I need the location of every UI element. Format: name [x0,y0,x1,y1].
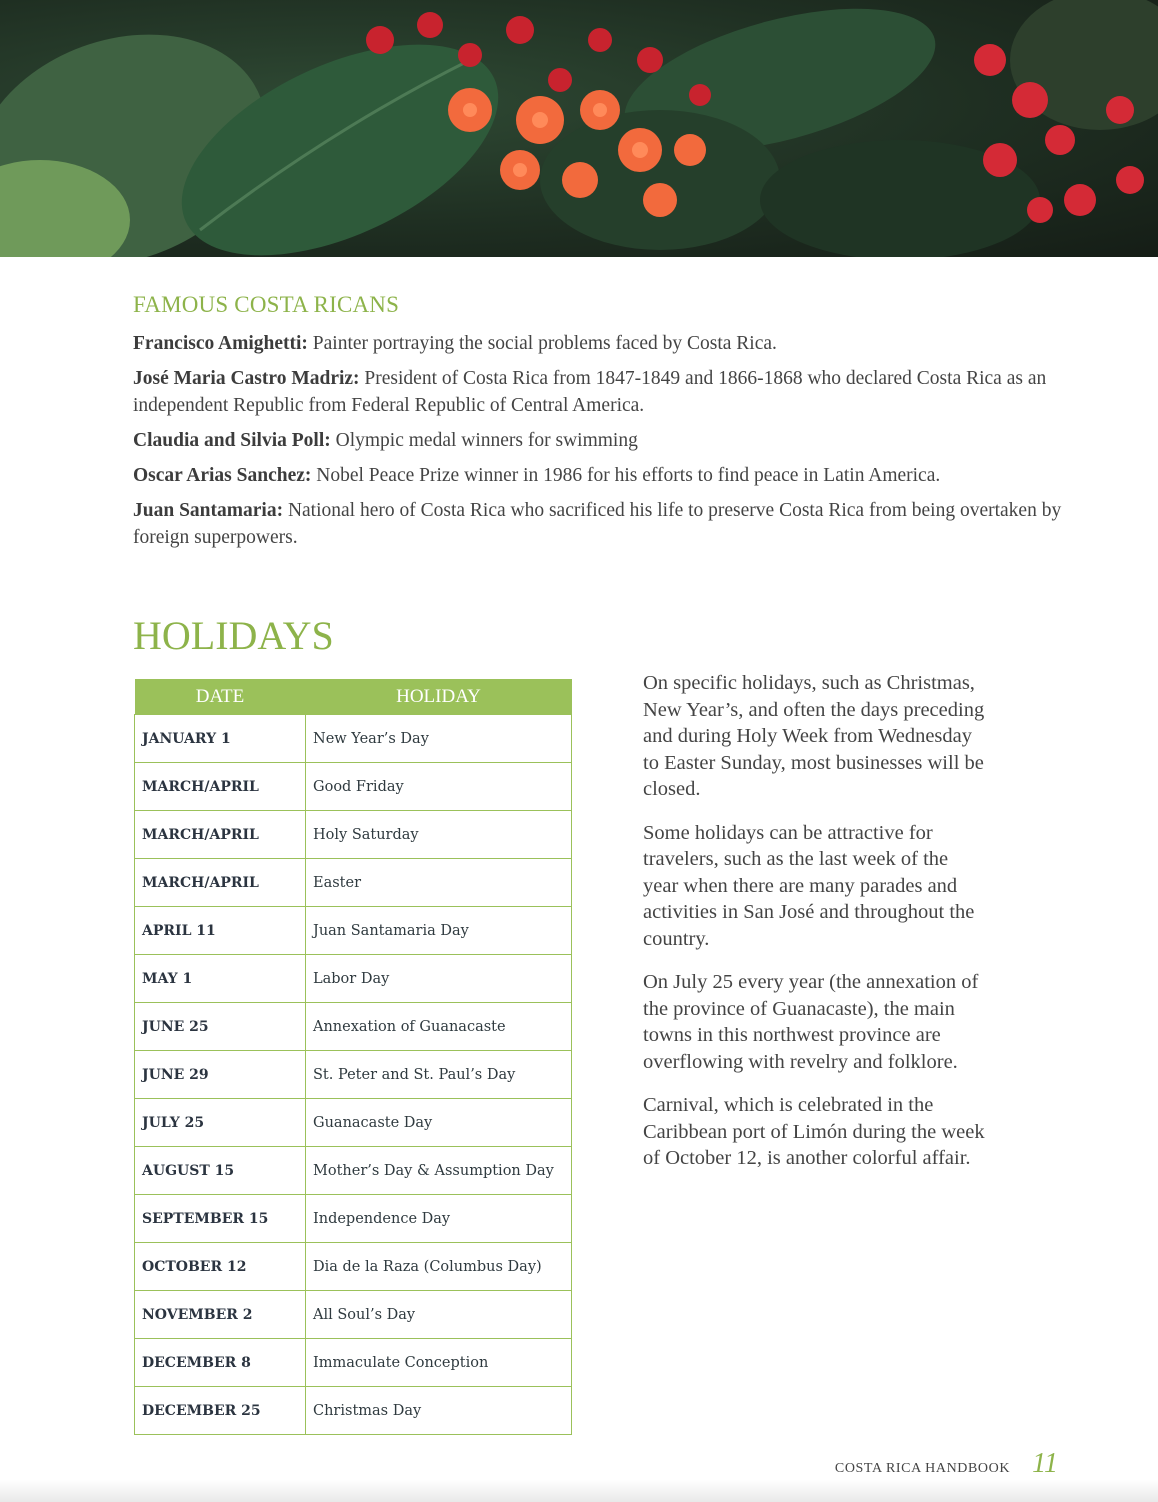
famous-section-title: FAMOUS COSTA RICANS [133,292,400,317]
holiday-name: Immaculate Conception [306,1339,572,1387]
holidays-paragraph: On specific holidays, such as Christmas, New Year’s, and often the days preceding and during Holy Week from Wednesday to Easter Sunday, most businesses will be closed. [643,672,985,800]
person-description: Olympic medal winners for swimming [330,430,638,451]
holiday-date: APRIL 11 [135,907,306,955]
holiday-date: DECEMBER 25 [135,1387,306,1435]
table-row [135,955,572,1003]
holiday-name: New Year’s Day [306,715,572,763]
table-row [135,1099,572,1147]
table-row [135,1243,572,1291]
holiday-name: Guanacaste Day [306,1099,572,1147]
person-name: Oscar Arias Sanchez: [133,465,312,486]
holiday-name: Labor Day [306,955,572,1003]
table-row [135,1387,572,1435]
holiday-name: Good Friday [306,763,572,811]
holiday-name: Dia de la Raza (Columbus Day) [306,1243,572,1291]
famous-costa-ricans-section [133,292,1093,559]
holiday-date: OCTOBER 12 [135,1243,306,1291]
person-description: President of Costa Rica from 1847-1849 and 1866-1868 who declared Costa Rica as an independent Republic from Federal Republic of Central America. [133,368,1047,416]
holiday-name: All Soul’s Day [306,1291,572,1339]
person-entry [133,462,1093,489]
table-row [135,1195,572,1243]
person-description: Nobel Peace Prize winner in 1986 for his efforts to find peace in Latin America. [311,465,941,486]
table-row [135,811,572,859]
holiday-name: Mother’s Day & Assumption Day [306,1147,572,1195]
column-header-holiday: HOLIDAY [306,679,572,715]
person-entry [133,330,1093,357]
table-row [135,715,572,763]
holidays-heading: HOLIDAYS [133,613,334,658]
holiday-date: NOVEMBER 2 [135,1291,306,1339]
holiday-date: MARCH/APRIL [135,811,306,859]
holiday-date: MAY 1 [135,955,306,1003]
holiday-name: Holy Saturday [306,811,572,859]
person-description: Painter portraying the social problems faced by Costa Rica. [307,333,777,354]
table-row [135,1147,572,1195]
page-number: 11 [1032,1448,1058,1479]
holiday-date: SEPTEMBER 15 [135,1195,306,1243]
holiday-date: MARCH/APRIL [135,763,306,811]
holiday-name: Juan Santamaria Day [306,907,572,955]
table-row [135,1339,572,1387]
table-row [135,859,572,907]
page-bottom-shade [0,1480,1158,1502]
person-name: Claudia and Silvia Poll: [133,430,331,451]
flower-illustration [0,0,1158,257]
holiday-name: St. Peter and St. Paul’s Day [306,1051,572,1099]
holidays-paragraph: Carnival, which is celebrated in the Caribbean port of Limón during the week of October 12, is another colorful affair. [643,1094,985,1169]
person-entry [133,427,1093,454]
table-header-row [135,679,572,715]
person-description: National hero of Costa Rica who sacrificed his life to preserve Costa Rica from being overtaken by foreign superpowers. [133,500,1062,548]
table-row [135,763,572,811]
holidays-paragraph: On July 25 every year (the annexation of the province of Guanacaste), the main towns in this northwest province are overflowing with revelry and folklore. [643,971,979,1073]
column-header-date: DATE [135,679,306,715]
person-name: José Maria Castro Madriz: [133,368,360,389]
holiday-date: DECEMBER 8 [135,1339,306,1387]
person-name: Juan Santamaria: [133,500,284,521]
page-footer [835,1448,1058,1480]
holiday-name: Christmas Day [306,1387,572,1435]
holiday-date: JUNE 29 [135,1051,306,1099]
holidays-table [134,679,572,1435]
holidays-notes [643,670,988,1189]
hero-flower-photo [0,0,1158,257]
footer-handbook-label: COSTA RICA HANDBOOK [834,1461,1011,1476]
holiday-date: JULY 25 [135,1099,306,1147]
person-entry [133,497,1093,551]
person-entry [133,365,1093,419]
holiday-date: AUGUST 15 [135,1147,306,1195]
holidays-paragraph: Some holidays can be attractive for travelers, such as the last week of the year when there are many parades and activities in San José and throughout the country. [643,821,975,950]
table-row [135,1291,572,1339]
person-name: Francisco Amighetti: [133,333,308,354]
holiday-date: JUNE 25 [135,1003,306,1051]
holiday-date: JANUARY 1 [135,715,306,763]
holiday-name: Easter [306,859,572,907]
table-row [135,1003,572,1051]
table-row [135,907,572,955]
holiday-name: Independence Day [306,1195,572,1243]
table-row [135,1051,572,1099]
holiday-date: MARCH/APRIL [135,859,306,907]
holiday-name: Annexation of Guanacaste [306,1003,572,1051]
